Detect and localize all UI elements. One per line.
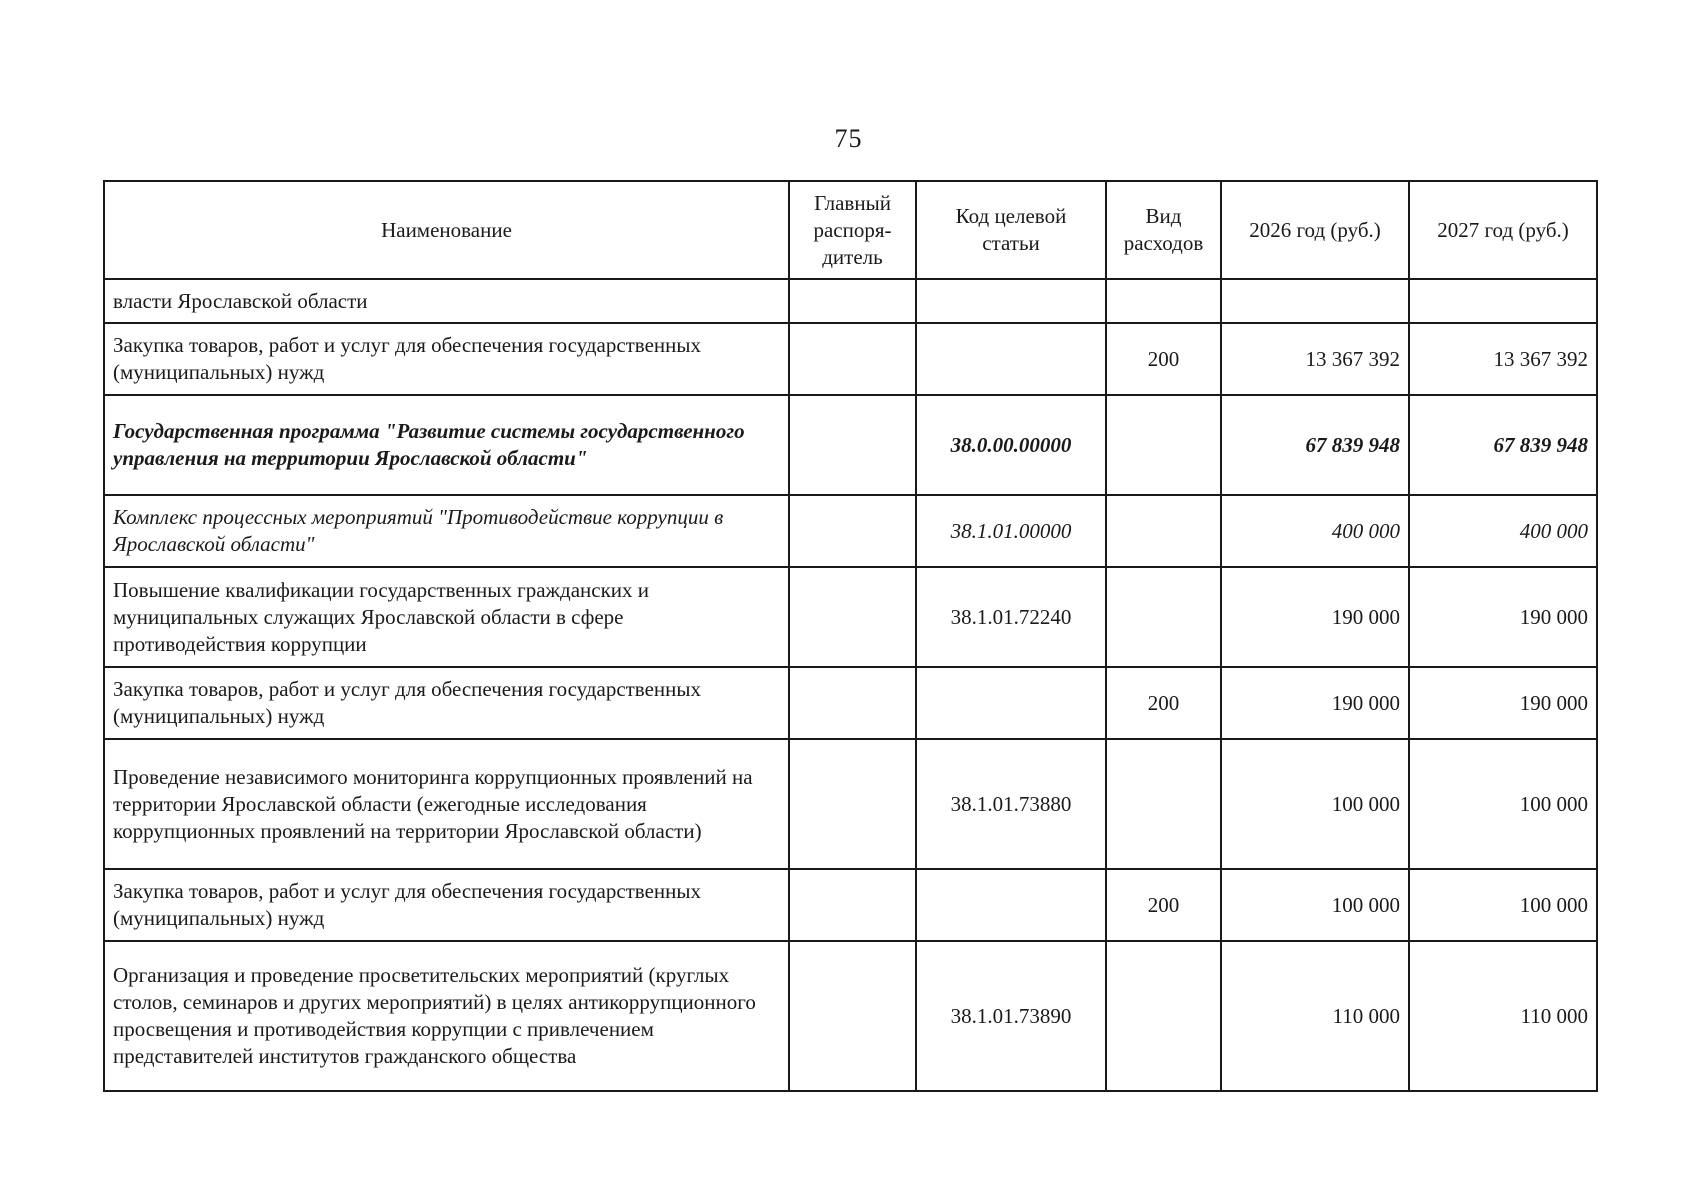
row-amount-2027: 13 367 392: [1409, 323, 1597, 395]
row-name: Закупка товаров, работ и услуг для обеспечения государственных (муниципальных) нужд: [104, 869, 789, 941]
row-amount-2026: 13 367 392: [1221, 323, 1409, 395]
row-manager: [789, 495, 916, 567]
row-amount-2026: 67 839 948: [1221, 395, 1409, 495]
header-manager: Главный распоря-дитель: [789, 181, 916, 279]
row-amount-2027: [1409, 279, 1597, 323]
row-expense-type: [1106, 279, 1221, 323]
row-amount-2026: [1221, 279, 1409, 323]
row-amount-2027: 190 000: [1409, 567, 1597, 667]
row-expense-type: [1106, 739, 1221, 869]
row-code: [916, 323, 1106, 395]
header-code: Код целевой статьи: [916, 181, 1106, 279]
row-amount-2026: 100 000: [1221, 739, 1409, 869]
row-name: Закупка товаров, работ и услуг для обеспечения государственных (муниципальных) нужд: [104, 667, 789, 739]
row-name: Закупка товаров, работ и услуг для обеспечения государственных (муниципальных) нужд: [104, 323, 789, 395]
table-row: [104, 667, 1597, 739]
row-manager: [789, 941, 916, 1091]
row-amount-2027: 100 000: [1409, 869, 1597, 941]
row-expense-type: [1106, 941, 1221, 1091]
row-code: 38.1.01.73880: [916, 739, 1106, 869]
row-code: [916, 869, 1106, 941]
row-amount-2027: 67 839 948: [1409, 395, 1597, 495]
row-code: 38.0.00.00000: [916, 395, 1106, 495]
row-name: Организация и проведение просветительских мероприятий (круглых столов, семинаров и других мероприятий) в целях антикоррупционного просвещения и противодействия коррупции с привлечением представителей институтов гражданского общества: [104, 941, 789, 1091]
row-amount-2026: 190 000: [1221, 667, 1409, 739]
table-row: [104, 739, 1597, 869]
row-amount-2027: 400 000: [1409, 495, 1597, 567]
row-code: [916, 279, 1106, 323]
row-expense-type: [1106, 567, 1221, 667]
row-code: 38.1.01.72240: [916, 567, 1106, 667]
page-number: 75: [834, 124, 863, 153]
row-expense-type: 200: [1106, 869, 1221, 941]
row-name: Государственная программа "Развитие системы государственного управления на территории Ярославской области": [104, 395, 789, 495]
row-code: 38.1.01.00000: [916, 495, 1106, 567]
row-code: [916, 667, 1106, 739]
row-amount-2026: 110 000: [1221, 941, 1409, 1091]
table-header-row: [104, 181, 1597, 279]
row-manager: [789, 279, 916, 323]
row-manager: [789, 323, 916, 395]
row-manager: [789, 567, 916, 667]
row-expense-type: [1106, 395, 1221, 495]
row-name: Проведение независимого мониторинга коррупционных проявлений на территории Ярославской области (ежегодные исследования коррупционных проявлений на территории Ярославской области): [104, 739, 789, 869]
budget-table: [103, 180, 1598, 1092]
table-row: [104, 941, 1597, 1091]
row-amount-2027: 190 000: [1409, 667, 1597, 739]
row-name: власти Ярославской области: [104, 279, 789, 323]
row-expense-type: 200: [1106, 323, 1221, 395]
table-row: [104, 567, 1597, 667]
row-amount-2027: 110 000: [1409, 941, 1597, 1091]
row-amount-2026: 100 000: [1221, 869, 1409, 941]
header-year-2027: 2027 год (руб.): [1409, 181, 1597, 279]
row-expense-type: 200: [1106, 667, 1221, 739]
table-row: [104, 869, 1597, 941]
row-amount-2027: 100 000: [1409, 739, 1597, 869]
header-year-2026: 2026 год (руб.): [1221, 181, 1409, 279]
table-row: [104, 323, 1597, 395]
table-row: [104, 279, 1597, 323]
row-manager: [789, 869, 916, 941]
header-expense-type: Вид расходов: [1106, 181, 1221, 279]
row-name: Комплекс процессных мероприятий "Противодействие коррупции в Ярославской области": [104, 495, 789, 567]
row-code: 38.1.01.73890: [916, 941, 1106, 1091]
row-manager: [789, 667, 916, 739]
row-manager: [789, 395, 916, 495]
header-name: Наименование: [104, 181, 789, 279]
row-amount-2026: 190 000: [1221, 567, 1409, 667]
row-name: Повышение квалификации государственных гражданских и муниципальных служащих Ярославской области в сфере противодействия коррупции: [104, 567, 789, 667]
row-expense-type: [1106, 495, 1221, 567]
table-row: [104, 495, 1597, 567]
table-row: [104, 395, 1597, 495]
row-amount-2026: 400 000: [1221, 495, 1409, 567]
row-manager: [789, 739, 916, 869]
